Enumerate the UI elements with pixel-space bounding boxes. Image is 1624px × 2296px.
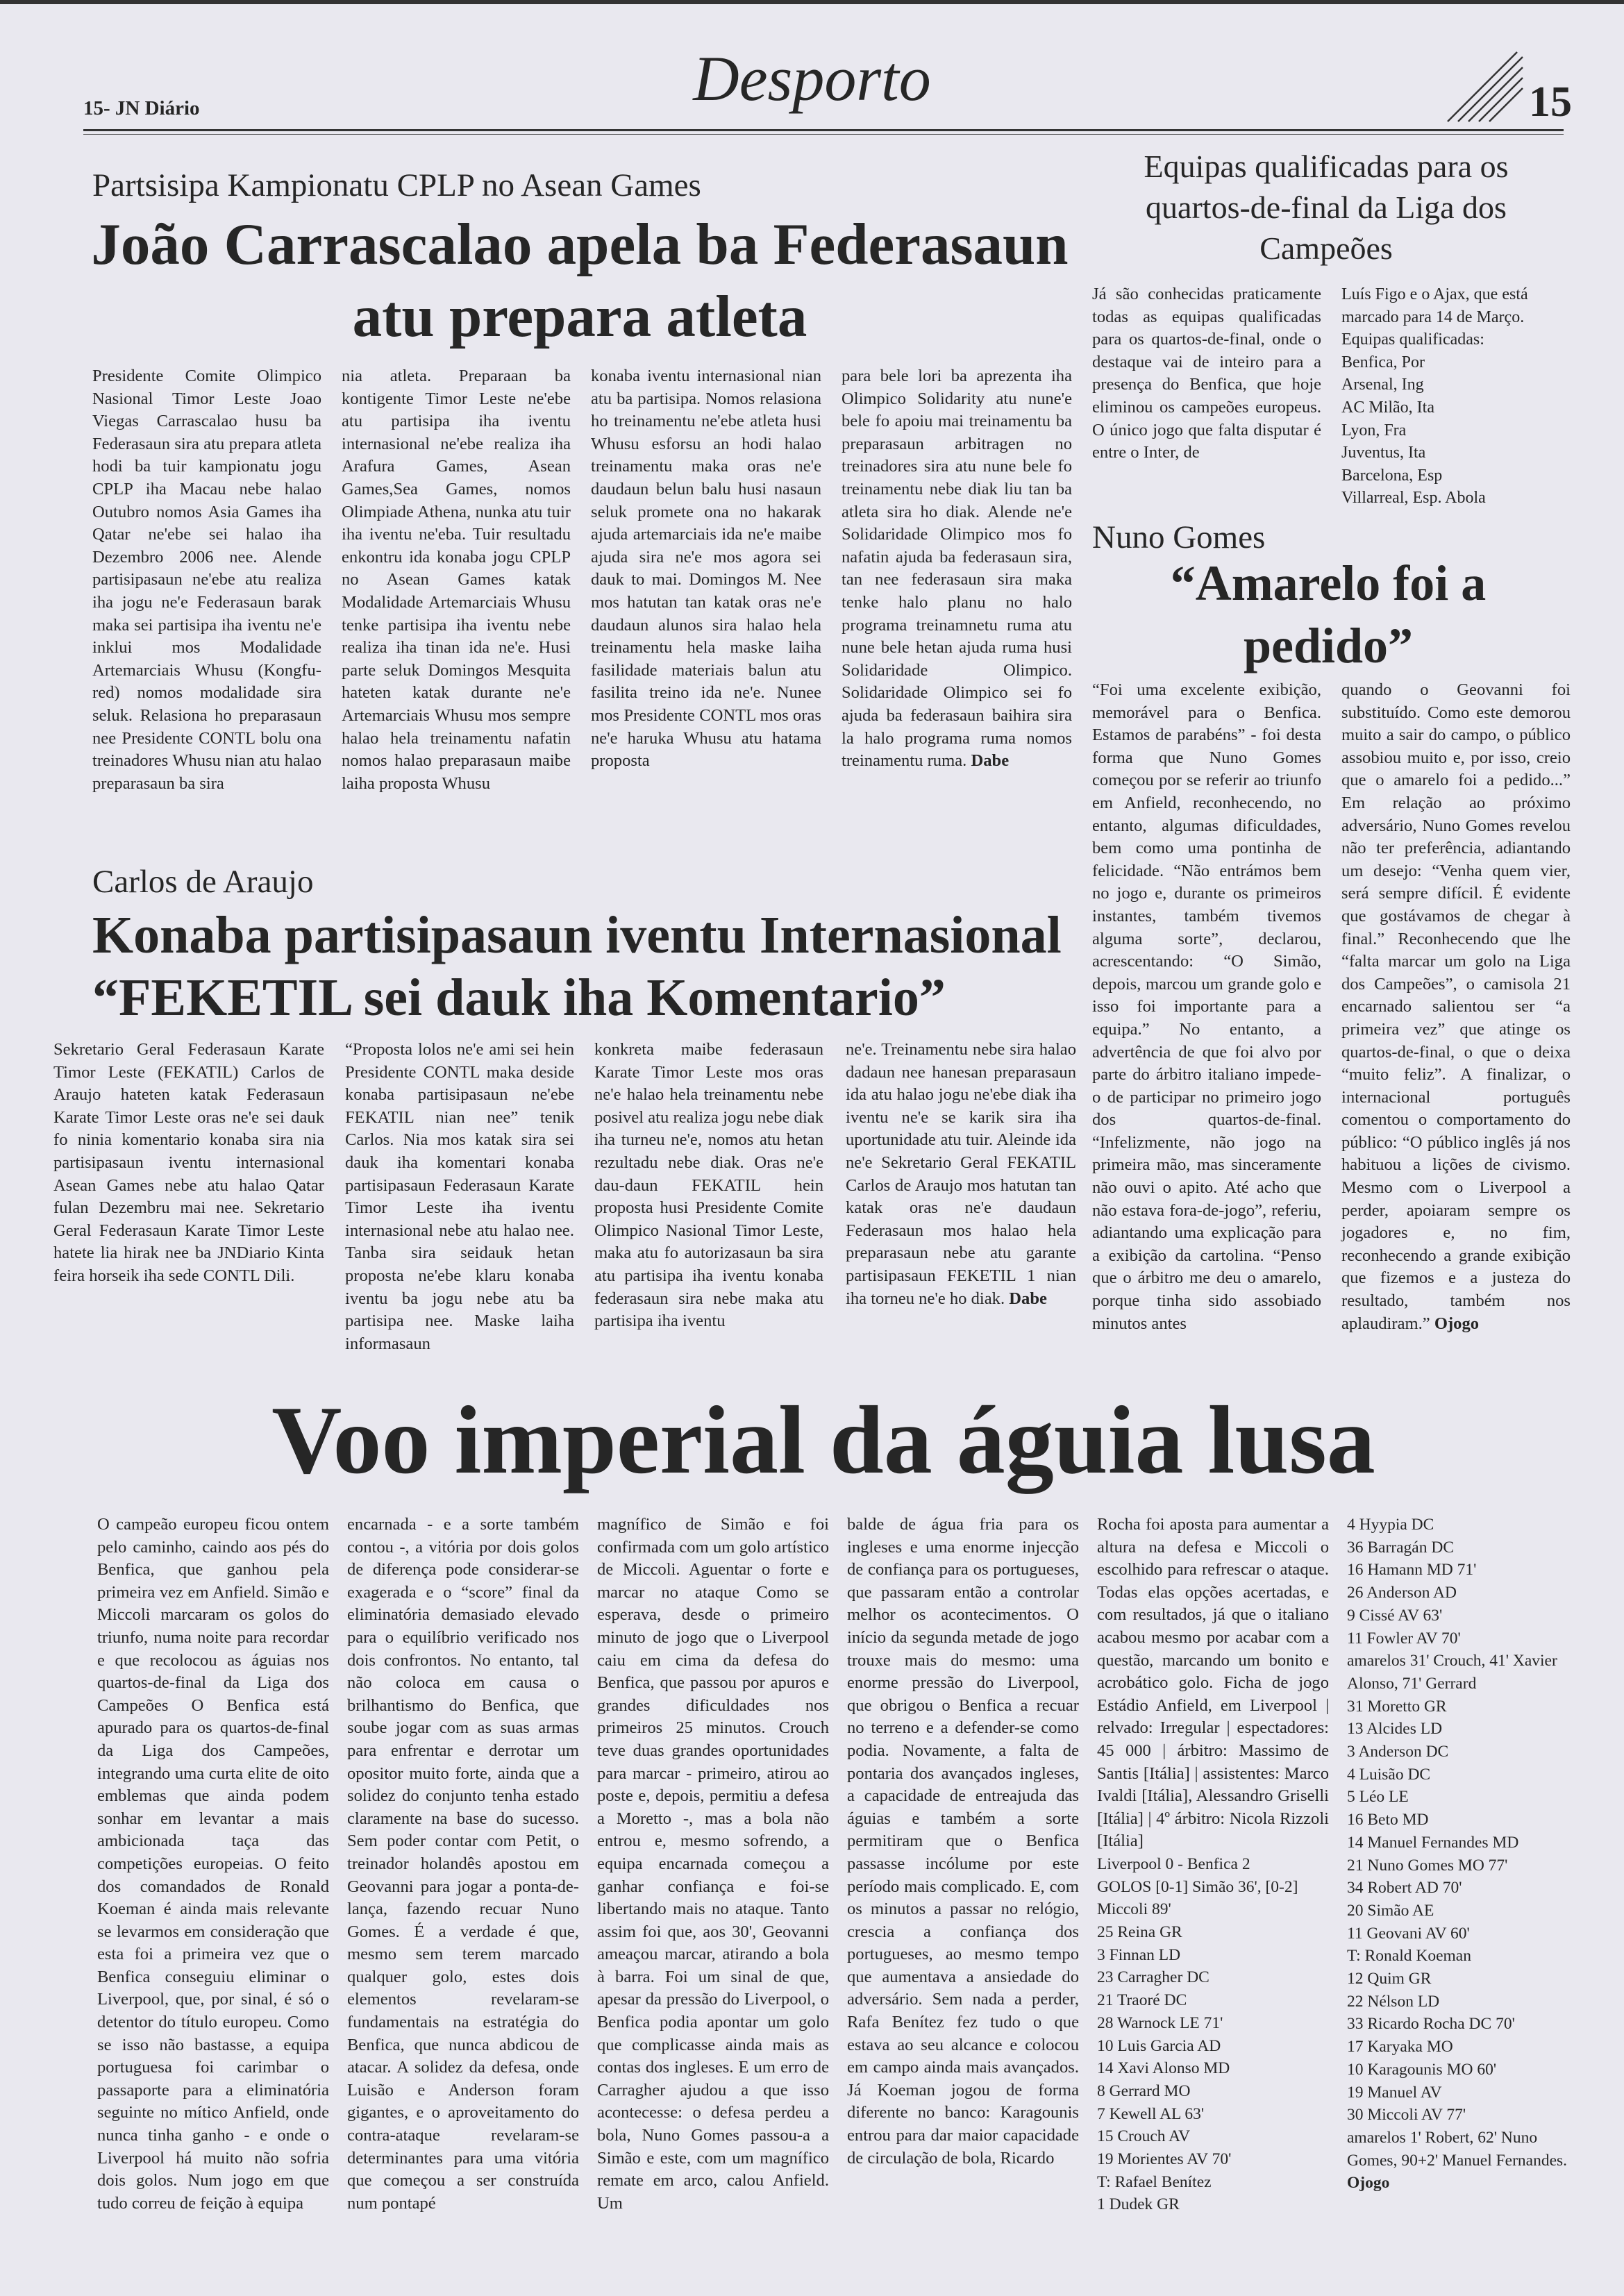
lineup-item: 22 Nélson LD	[1347, 1992, 1440, 2011]
article5-col5	[1097, 1514, 1329, 2216]
team-item: Villarreal, Esp. Abola	[1341, 489, 1486, 508]
article1-kicker: Partsisipa Kampionatu CPLP no Asean Games	[92, 167, 701, 203]
lineup-item: 7 Kewell AL 63'	[1097, 2104, 1205, 2123]
lineup-item: 36 Barragán DC	[1347, 1538, 1455, 1557]
article5-signature: Ojogo	[1347, 2174, 1390, 2193]
article2-col2: “Proposta lolos ne'e ami sei hein Presidente CONTL maka deside konaba partisipasaun ne'ebe FEKATIL nian nee” tenik Carlos. Nia mos katak sira sei dauk iha komentari konaba partisipasaun Federasaun Karate Timor Leste iha iventu internasional nebe atu halao nee. Tanba sira seidauk hetan proposta ne'ebe klaru konaba iventu ba jogu nebe atu ba partisipa nee. Maske laiha informasaun	[345, 1040, 574, 1353]
lineup-item: 10 Karagounis MO 60'	[1347, 2060, 1497, 2079]
article2-headline-line1: Konaba partisipasaun iventu Internasional	[92, 906, 1062, 964]
article1-signature: Dabe	[971, 751, 1010, 771]
article4-headline-line2: pedido”	[1243, 618, 1414, 673]
article4-headline-line1: “Amarelo foi a	[1170, 555, 1487, 611]
article2-col3: konkreta maibe federasaun Karate Timor Leste mos oras ne'e halao hela treinamentu nebe posivel atu realiza jogu nebe diak iha turneu ne'e, nomos atu hetan rezultadu nebe diak. Oras ne'e dau-daun FEKATIL hein proposta husi Presidente Comite Olimpico Nasional Timor Leste, maka atu fo autorizasaun ba sira atu partisipa iha iventu konaba federasaun sira nebe maka atu partisipa iha iventu	[594, 1040, 823, 1331]
article2-col1: Sekretario Geral Federasaun Karate Timor Leste (FEKATIL) Carlos de Araujo hateten katak Federasaun Karate Timor Leste oras ne'e sei dauk fo ninia komentario konaba sira nia partisipasaun iventu internasional Asean Games nebe atu halao Qatar fulan Dezembru mai nee. Sekretario Geral Federasaun Karate Timor Leste hatete lia hirak nee ba JNDiario Kinta feira horseik iha sede CONTL Dili.	[53, 1040, 324, 1285]
article3-headline-line1: Equipas qualificadas para os	[1144, 149, 1509, 184]
lineup-item: 14 Xavi Alonso MD	[1097, 2059, 1230, 2078]
article4-col2-text: quando o Geovanni foi substituído. Como este demorou muito a sair do campo, o público assobiou muito e, por isso, creio que o amarelo foi a pedido...” Em relação ao próximo adversário, Nuno Gomes revelou não ter preferência, adiantando um desejo: “Venha quem vier, será sempre difícil. É evidente que gostávamos de chegar à final.” Reconhecendo que lhe “falta marcar um golo na Liga dos Campeões”, o camisola 21 encarnado salientou ser “a primeira vez” que atinge os quartos-de-final, o que o deixa “muito feliz”. A finalizar, o internacional português comentou o comportamento do público: “O público inglês já nos habituou a lições de civismo. Mesmo com o Liverpool a perder, apoiaram sempre os jogadores e, no fim, reconhecendo a grande exibição que fizemos e a justeza do resultado, também nos aplaudiram.”	[1341, 680, 1571, 1333]
lineup-item: 4 Hyypia DC	[1347, 1516, 1434, 1534]
article3-col2-line: Luís Figo e o Ajax, que está	[1341, 285, 1528, 303]
article4-kicker: Nuno Gomes	[1092, 519, 1266, 555]
article4-col1: “Foi uma excelente exibição, memorável para o Benfica. Estamos de parabéns” - foi desta forma que Nuno Gomes começou por se referir ao triunfo em Anfield, reconhecendo, no entanto, algumas dificuldades, bem como uma pontinha de felicidade. “Não entrámos bem no jogo e, durante os primeiros instantes, também tivemos alguma sorte”, declarou, acrescentando: “O Simão, depois, marcou um grande golo e isso foi importante para a equipa.” No entanto, a advertência de que foi alvo por parte do árbitro italiano impede-o de participar no primeiro jogo dos quartos-de-final. “Infelizmente, não jogo na primeira mão, mas sinceramente não ouvi o apito. Até acho que não estava fora-de-jogo”, referiu, adiantando uma explicação para a exibição da cartolina. “Penso que o árbitro me deu o amarelo, porque tinha sido assobiado minutos antes	[1092, 680, 1321, 1333]
lineup-item: 3 Finnan LD	[1097, 1945, 1181, 1964]
lineup-item: 13 Alcides LD	[1347, 1720, 1443, 1738]
lineup-item: 28 Warnock LE 71'	[1097, 2013, 1223, 2032]
page-number: 15	[1529, 78, 1572, 126]
article4-headline	[1092, 552, 1564, 677]
team-item: Barcelona, Esp	[1341, 466, 1443, 485]
article3-col1: Já são conhecidas praticamente todas as equipas qualificadas para os quartos-de-final, onde o destaque vai de inteiro para a presença do Benfica, que hoje eliminou os campeões europeus. O único jogo que falta disputar é entre o Inter, de	[1092, 285, 1321, 462]
lineup-item: 16 Beto MD	[1347, 1811, 1429, 1829]
section-title: Desporto	[693, 43, 931, 114]
article1-col4-text: para bele lori ba aprezenta iha Olimpico Solidarity atu nune'e bele fo apoiu mai treinamentu ba preparasaun arbitragen no treinadores sira atu nune bele fo treinamentu nebe diak liu tan ba atleta sira ho diak. Alende ne'e Solidaridade Olimpico mos fo nafatin ajuda ba federasaun sira, tan nee federasaun sira maka tenke halo planu no halo programa treinamnetu ruma atu nune bele hetan ajuda ruma husi Solidaridade Olimpico. Solidaridade Olimpico sei fo ajuda ba federasaun baihira sira la halo programa ruma nomos treinamentu ruma.	[842, 367, 1072, 771]
lineup-item: 16 Hamann MD 71'	[1347, 1561, 1477, 1579]
article2-kicker: Carlos de Araujo	[92, 864, 314, 900]
article2-signature: Dabe	[1009, 1289, 1047, 1308]
lineup-item: 5 Léo LE	[1347, 1788, 1409, 1807]
article3-col2-line: Equipas qualificadas:	[1341, 330, 1484, 349]
lineup-item: 30 Miccoli AV 77'	[1347, 2106, 1466, 2125]
lineup-item: 34 Robert AD 70'	[1347, 1879, 1462, 1897]
lineup-item: amarelos 1' Robert, 62' Nuno	[1347, 2128, 1538, 2147]
lineup-item: 8 Gerrard MO	[1097, 2081, 1191, 2100]
article3-headline-line3: Campeões	[1259, 231, 1393, 266]
top-border	[0, 0, 1624, 4]
article5-col3: magnífico de Simão e foi confirmada com um golo artístico de Miccoli. Aguentar o forte e marcar no ataque Como se esperava, desde o primeiro minuto de jogo que o Liverpool caiu em cima da defesa do Benfica, que passou por apuros e grandes dificuldades nos primeiros 25 minutos. Crouch teve duas grandes oportunidades para marcar - primeiro, atirou ao poste e, depois, permitiu a defesa a Moretto -, mas a bola não entrou e, mesmo sofrendo, a equipa encarnada começou a ganhar confiança e foi-se libertando mais no ataque. Tanto assim foi que, aos 30', Geovanni ameaçou marcar, atirando a bola à barra. Foi um sinal de que, apesar da pressão do Liverpool, o Benfica podia apontar um golo que complicasse ainda mais as contas dos ingleses. E um erro de Carragher ajudou a que isso acontecesse: o defesa perdeu a bola, Nuno Gomes passou-a a Simão e este, com um magnífico remate em arco, calou Anfield. Um	[597, 1515, 829, 2213]
lineup-item: 26 Anderson AD	[1347, 1584, 1457, 1602]
lineup-item: amarelos 31' Crouch, 41' Xavier	[1347, 1652, 1557, 1670]
lineup-item: Miccoli 89'	[1097, 1900, 1171, 1919]
team-item: Lyon, Fra	[1341, 421, 1407, 439]
team-item: AC Milão, Ita	[1341, 398, 1434, 417]
lineup-item: 4 Luisão DC	[1347, 1765, 1431, 1784]
page-label: 15- JN Diário	[83, 97, 200, 119]
article3-col2-line: marcado para 14 de Março.	[1341, 308, 1525, 326]
article5-col2: encarnada - e a sorte também contou -, a vitória por dois golos de diferença pode considerar-se exagerada e o “score” final da eliminatória demasiado elevado para o equilíbrio verificado nos dois confrontos. No entanto, tal não coloca em causa o brilhantismo do Benfica, que soube jogar com as suas armas para enfrentar e derrotar um opositor muito forte, ainda que a solidez do conjunto tenha estado claramente na base do sucesso. Sem poder contar com Petit, o treinador holandês apostou em Geovanni para jogar a ponta-de-lança, fazendo recuar Nuno Gomes. É a verdade é que, mesmo sem terem marcado qualquer golo, estes dois elementos revelaram-se fundamentais na estratégia do Benfica, que nunca abdicou de atacar. A solidez da defesa, onde Luisão e Anderson foram gigantes, e o aproveitamento do contra-ataque revelaram-se determinantes para uma vitória que começou a ser construída num pontapé	[347, 1515, 579, 2213]
lineup-item: Liverpool 0 - Benfica 2	[1097, 1854, 1250, 1873]
lineup-item: 3 Anderson DC	[1347, 1743, 1449, 1761]
stripes-ornament	[1444, 49, 1524, 125]
lineup-list-right	[1347, 1514, 1576, 2195]
article1-col3: konaba iventu internasional nian atu ba partisipa. Nomos relasiona ho treinamentu ne'ebe atleta husi Whusu esforsu an hodi halao treinamentu maka oras ne'e daudaun belun balu husi nasaun seluk promete ona no hakarak ajuda artemarciais ida ne'e maibe ajuda sira ne'e mos agora sei dauk to mai. Domingos M. Nee mos hatutan tan katak oras ne'e daudaun alunos sira halao hela treinamentu hela maske laiha fasilidade materiais balun atu fasilita treino ida ne'e. Nunee mos Presidente CONTL mos oras ne'e haruka Whusu atu hatama proposta	[591, 367, 821, 771]
lineup-item: 21 Nuno Gomes MO 77'	[1347, 1856, 1508, 1875]
article2-headline-line2: “FEKETIL sei dauk iha Komentario”	[92, 969, 946, 1027]
article5-col5-text: Rocha foi aposta para aumentar a altura na defesa e Miccoli o escolhido para refrescar o ataque. Todas elas opções acertadas, e com resultados, já que o italiano acabou mesmo por acabar com a questão, marcando um bonito e acrobático golo. Ficha de jogo Estádio Anfield, em Liverpool | relvado: Irregular | espectadores: 45 000 | árbitro: Massimo de Santis [Itália] | assistentes: Marco Ivaldi [Itália], Alessandro Griselli [Itália] | 4º árbitro: Nicola Rizzoli [Itália]	[1097, 1515, 1329, 1851]
lineup-item: 21 Traoré DC	[1097, 1991, 1187, 2010]
article5-col4: balde de água fria para os ingleses e uma enorme injecção de confiança para os portugueses, que passaram então a controlar melhor os acontecimentos. O início da segunda metade de jogo trouxe mais do mesmo: uma enorme pressão do Liverpool, que obrigou o Benfica a recuar no terreno e a defender-se como podia. Novamente, a falta de pontaria dos avançados ingleses, a capacidade de entreajuda das águias e também a sorte permitiram que o Benfica passasse incólume por este período mais complicado. E, com os minutos a passar no relógio, crescia a confiança dos portugueses, ao mesmo tempo que aumentava a ansiedade do adversário. Sem nada a perder, Rafa Benítez fez tudo o que estava ao seu alcance e colocou em campo ainda mais avançados. Já Koeman jogou de forma diferente no banco: Karagounis entrou para dar maior capacidade de circulação de bola, Ricardo	[847, 1515, 1079, 2168]
lineup-item: T: Rafael Benítez	[1097, 2172, 1212, 2191]
lineup-item: 9 Cissé AV 63'	[1347, 1606, 1443, 1625]
lineup-item: 12 Quim GR	[1347, 1970, 1432, 1988]
article2-col4	[846, 1039, 1076, 1310]
article1-col2: nia atleta. Preparaan ba kontigente Timor Leste ne'ebe atu partisipa iha iventu internasional ne'ebe realiza iha Arafura Games, Asean Games,Sea Games, nomos Olimpiade Athena, nunka atu tuir iha iventu ne'eba. Tuir resultadu enkontru ida konaba jogu CPLP no Asean Games katak Modalidade Artemarciais Whusu tenke partisipa iha iventu nebe realiza iha tinan ida ne'e. Husi parte seluk Domingos Mesquita hateten katak durante ne'e Artemarciais Whusu mos sempre halao hela treinamentu nafatin nomos halao preparasaun maibe laiha proposta Whusu	[342, 367, 571, 793]
lineup-item: 25 Reina GR	[1097, 1923, 1182, 1942]
article1-col1: Presidente Comite Olimpico Nasional Timor Leste Joao Viegas Carrascalao husu ba Federasaun sira atu prepara atleta hodi ba tuir kampionatu jogu CPLP iha Macau nebe halao Outubro nomos Asia Games iha Qatar ne'ebe sei halao iha Dezembro 2006 nee. Alende partisipasaun ne'ebe atu realiza iha jogu ne'e Federasaun barak maka sei partisipa iha iventu ne'e inklui mos Modalidade Artemarciais Whusu (Kongfu- red) nomos modalidade sira seluk. Relasiona ho preparasaun nee Presidente CONTL bolu ona treinadores Whusu nian atu halao preparasaun ba sira	[92, 367, 321, 793]
article1-headline: João Carrascalao apela ba Federasaun atu prepara atleta	[91, 212, 1069, 349]
lineup-item: 19 Manuel AV	[1347, 2083, 1442, 2102]
lineup-item: T: Ronald Koeman	[1347, 1947, 1471, 1966]
lineup-item: 1 Dudek GR	[1097, 2195, 1180, 2214]
lineup-item: 20 Simão AE	[1347, 1901, 1434, 1920]
team-item: Benfica, Por	[1341, 353, 1425, 371]
team-item: Arsenal, Ing	[1341, 376, 1424, 394]
lineup-item: Alonso, 71' Gerrard	[1347, 1674, 1477, 1693]
article3-headline-line2: quartos-de-final da Liga dos	[1146, 190, 1507, 225]
article3-col2	[1341, 283, 1577, 510]
lineup-item: 15 Crouch AV	[1097, 2127, 1191, 2146]
article5-headline: Voo imperial da águia lusa	[271, 1386, 1375, 1494]
article4-signature: Ojogo	[1434, 1314, 1480, 1333]
lineup-item: 23 Carragher DC	[1097, 1968, 1209, 1987]
lineup-item: 10 Luis Garcia AD	[1097, 2036, 1221, 2055]
lineup-list-left	[1097, 1853, 1329, 2216]
lineup-item: 11 Geovani AV 60'	[1347, 1924, 1470, 1943]
article4-col2	[1341, 679, 1571, 1335]
lineup-item: 17 Karyaka MO	[1347, 2038, 1453, 2056]
article2-headline	[92, 904, 1062, 1029]
article3-headline	[1090, 146, 1562, 269]
lineup-item: Gomes, 90+2' Manuel Fernandes.	[1347, 2151, 1568, 2170]
article2-col4-text: ne'e. Treinamentu nebe sira halao dadaun nee hanesan preparasaun ida atu halao jogu ne'ebe diak iha iventu ne'e se karik sira iha uportunidade atu tuir. Aleinde ida ne'e Sekretario Geral FEKATIL Carlos de Araujo mos hatutan tan katak oras ne'e daudaun Federasaun mos halao hela preparasaun nebe atu garante partisipasaun FEKETIL 1 nian iha torneu ne'e ho diak.	[846, 1040, 1076, 1308]
lineup-item: 33 Ricardo Rocha DC 70'	[1347, 2015, 1515, 2034]
lineup-item: 31 Moretto GR	[1347, 1697, 1447, 1716]
article1-col4	[842, 365, 1072, 773]
header-rule	[83, 129, 1564, 131]
lineup-item: 11 Fowler AV 70'	[1347, 1629, 1461, 1648]
team-item: Juventus, Ita	[1341, 444, 1426, 462]
header-rule-thin	[83, 134, 1564, 135]
lineup-item: 19 Morientes AV 70'	[1097, 2150, 1232, 2169]
lineup-item: GOLOS [0-1] Simão 36', [0-2]	[1097, 1877, 1298, 1896]
lineup-item: 14 Manuel Fernandes MD	[1347, 1833, 1519, 1852]
article5-col1: O campeão europeu ficou ontem pelo caminho, caindo aos pés do Benfica, que ganhou pela primeira vez em Anfield. Simão e Miccoli marcaram os golos do triunfo, numa noite para recordar e que recolocou as águias nos quartos-de-final da Liga dos Campeões O Benfica está apurado para os quartos-de-final da Liga dos Campeões, integrando uma curta elite de oito emblemas que ainda podem sonhar em levantar a mais ambicionada taça das competições europeias. O feito dos comandados de Ronald Koeman é ainda mais relevante se levarmos em consideração que esta foi a primeira vez que o Benfica conseguiu eliminar o Liverpool, que, por sinal, é só o detentor do título europeu. Como se isso não bastasse, a equipa portuguesa foi carimbar o passaporte para a eliminatória seguinte no mítico Anfield, onde nunca tinha ganho - e onde o Liverpool há muito não sofria dois golos. Num jogo em que tudo correu de feição à equipa	[97, 1515, 329, 2213]
